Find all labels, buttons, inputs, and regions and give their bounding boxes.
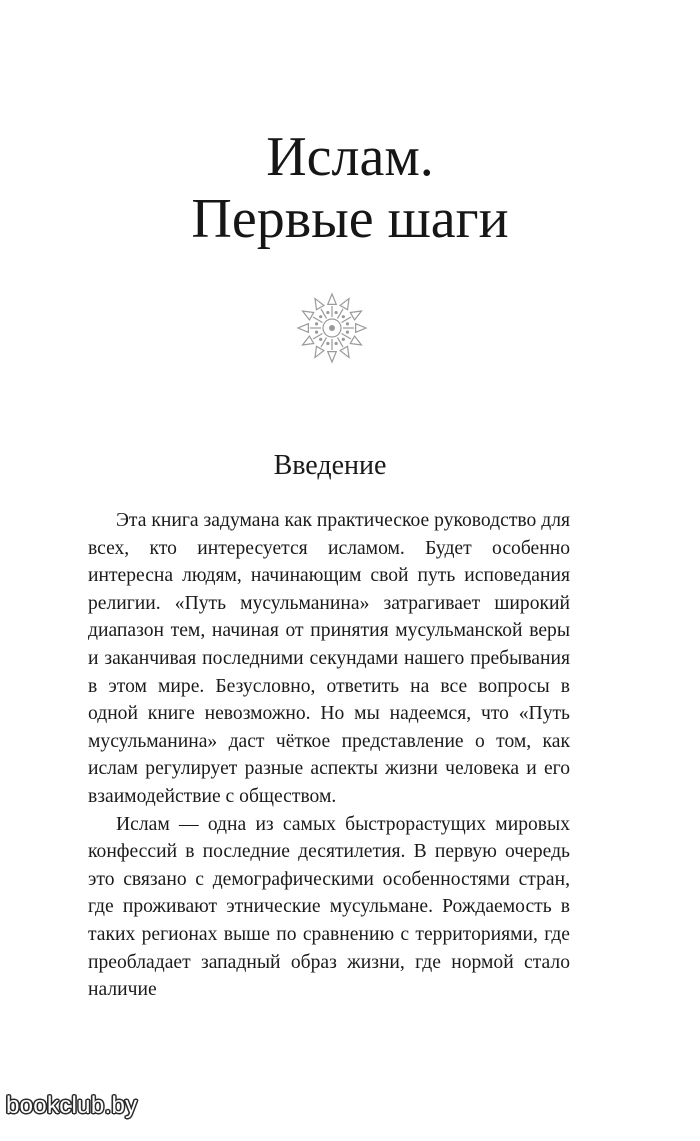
page-title (0, 126, 700, 250)
title-line-2: Первые шаги (191, 188, 509, 250)
paragraph: Ислам — одна из самых быстрорастущих мировых конфессий в последние десятилетия. В первую очередь это связано с демографическими особенностями стран, где проживают этнические мусульмане. Рождаемость в таких регионах выше по сравнению с территориями, где преобладает западный образ жизни, где нормой стало наличие (88, 813, 570, 1001)
section-heading: Введение (273, 450, 387, 481)
title-line-1: Ислам. (266, 126, 434, 188)
star-ornament-icon (295, 291, 369, 365)
paragraph: Эта книга задумана как практическое руководство для всех, кто интересуется исламом. Будет особенно интересна людям, начинающим свой путь исповедания религии. «Путь мусульманина» затрагивает широкий диапазон тем, начиная от принятия мусульманской веры и заканчивая последними секундами нашего пребывания в этом мире. Безусловно, ответить на все вопросы в одной книге невозможно. Но мы надеемся, что «Путь мусульманина» даст чёткое представление о том, как ислам регулирует разные аспекты жизни человека и его взаимодействие с обществом. (88, 510, 570, 807)
body-text (88, 507, 570, 1004)
watermark-logo: bookclub.by (6, 1092, 138, 1119)
